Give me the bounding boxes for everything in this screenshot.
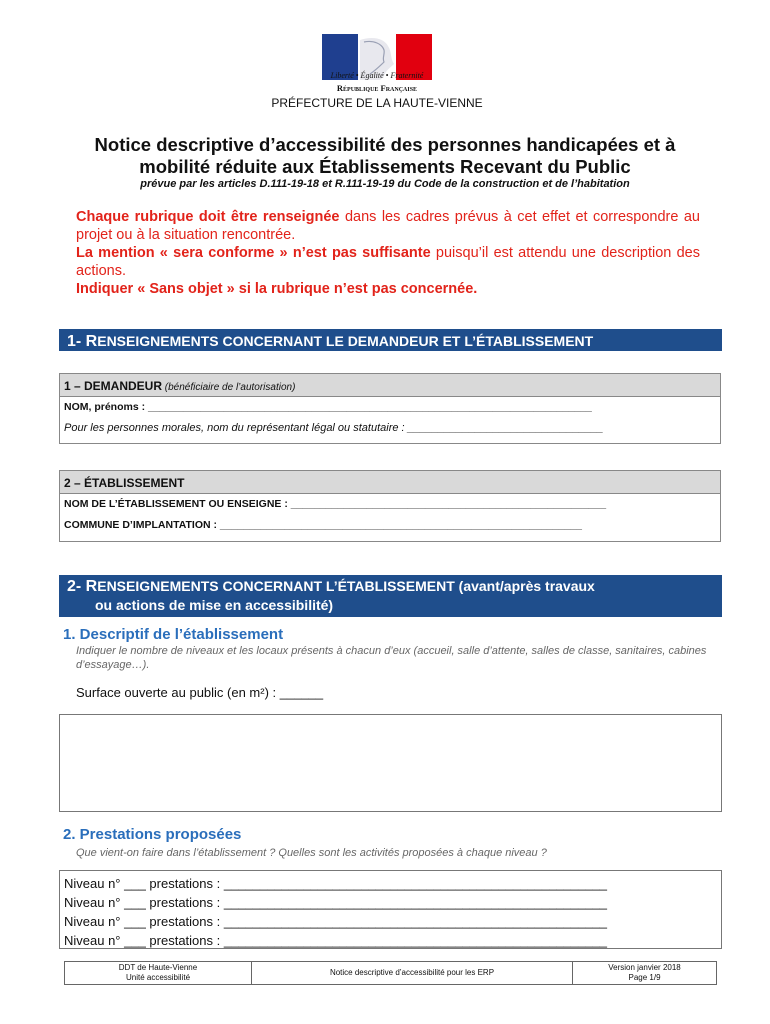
instruction-3 bbox=[76, 280, 700, 298]
footer-unit: Unité accessibilité bbox=[125, 973, 191, 982]
prestation-row[interactable]: Niveau n° ___ prestations : _____________________________________________________ bbox=[64, 933, 608, 948]
document-title bbox=[40, 134, 730, 178]
demandeur-title: 1 – DEMANDEUR bbox=[64, 379, 163, 393]
page-footer bbox=[64, 961, 717, 985]
section-2-title: ENSEIGNEMENTS CONCERNANT L’ÉTABLISSEMENT (avant/après travaux bbox=[97, 578, 595, 594]
title-line-2: mobilité réduite aux Établissements Recevant du Public bbox=[139, 156, 631, 177]
descriptif-title: 1. Descriptif de l’établissement bbox=[63, 626, 284, 643]
motto: Liberté • Égalité • Fraternité bbox=[330, 71, 424, 80]
etablissement-header: 2 – ÉTABLISSEMENT bbox=[60, 471, 720, 494]
footer-page-number: Page 1/9 bbox=[628, 973, 661, 982]
section-1-header bbox=[59, 329, 722, 351]
footer-version: Version janvier 2018 bbox=[608, 963, 681, 972]
instruction-2-rest: puisqu’il est attendu une description des actions. bbox=[76, 245, 700, 279]
prestation-row[interactable]: Niveau n° ___ prestations : _____________________________________________________ bbox=[64, 914, 608, 929]
prestation-row[interactable]: Niveau n° ___ prestations : _____________________________________________________ bbox=[64, 876, 608, 891]
descriptif-textbox[interactable] bbox=[59, 714, 722, 812]
demandeur-note: (bénéficiaire de l’autorisation) bbox=[162, 382, 296, 393]
instruction-2-bold: La mention « sera conforme » n’est pas suffisante bbox=[76, 245, 431, 261]
republic-name: République Française bbox=[336, 83, 418, 93]
section-2-title-line-2: ou actions de mise en accessibilité) bbox=[95, 597, 334, 613]
title-line-1: Notice descriptive d’accessibilité des personnes handicapées et à bbox=[94, 134, 676, 155]
footer-right bbox=[573, 962, 716, 984]
prefecture-name: PRÉFECTURE DE LA HAUTE-VIENNE bbox=[271, 96, 483, 110]
footer-left bbox=[65, 962, 252, 984]
commune-field[interactable]: COMMUNE D’IMPLANTATION : ______________________________________________________________ bbox=[64, 519, 582, 531]
etablissement-box bbox=[59, 470, 721, 542]
section-2-prefix: 2- R bbox=[67, 578, 98, 595]
prestations-box bbox=[59, 870, 722, 949]
instruction-2 bbox=[76, 244, 700, 280]
prestations-hint: Que vient-on faire dans l’établissement ? Quelles sont les activités proposées à chaque niveau ? bbox=[76, 847, 547, 859]
demandeur-header bbox=[60, 374, 720, 397]
section-1-title: ENSEIGNEMENTS CONCERNANT LE DEMANDEUR ET L’ÉTABLISSEMENT bbox=[97, 333, 594, 349]
prestations-title: 2. Prestations proposées bbox=[63, 826, 242, 843]
demandeur-box bbox=[59, 373, 721, 444]
section-1-prefix: 1- R bbox=[67, 333, 98, 350]
legal-representative-field[interactable]: Pour les personnes morales, nom du représentant légal ou statutaire : ________________________________ bbox=[64, 422, 604, 434]
instruction-3-bold: Indiquer « Sans objet » si la rubrique n’est pas concernée. bbox=[76, 281, 478, 297]
instruction-1-bold: Chaque rubrique doit être renseignée bbox=[76, 209, 340, 225]
name-field[interactable]: NOM, prénoms : ____________________________________________________________________________ bbox=[64, 401, 592, 413]
establishment-name-field[interactable]: NOM DE L’ÉTABLISSEMENT OU ENSEIGNE : ______________________________________________________ bbox=[64, 498, 607, 510]
descriptif-hint: Indiquer le nombre de niveaux et les locaux présents à chacun d’eux (accueil, salle d’attente, salles de classe, sanitaires, cabines d’essayage…). bbox=[76, 645, 707, 671]
surface-field[interactable]: Surface ouverte au public (en m²) : ______ bbox=[76, 685, 324, 700]
footer-center: Notice descriptive d’accessibilité pour les ERP bbox=[252, 962, 573, 984]
prestation-row[interactable]: Niveau n° ___ prestations : _____________________________________________________ bbox=[64, 895, 608, 910]
instructions bbox=[76, 208, 700, 298]
section-2-header bbox=[59, 575, 722, 617]
document-subtitle: prévue par les articles D.111-19-18 et R.111-19-19 du Code de la construction et de l’habitation bbox=[140, 178, 630, 190]
instruction-1-rest: dans les cadres prévus à cet effet et correspondre au projet ou à la situation rencontrée. bbox=[76, 209, 700, 243]
footer-ddt: DDT de Haute-Vienne bbox=[118, 963, 198, 972]
instruction-1 bbox=[76, 208, 700, 244]
